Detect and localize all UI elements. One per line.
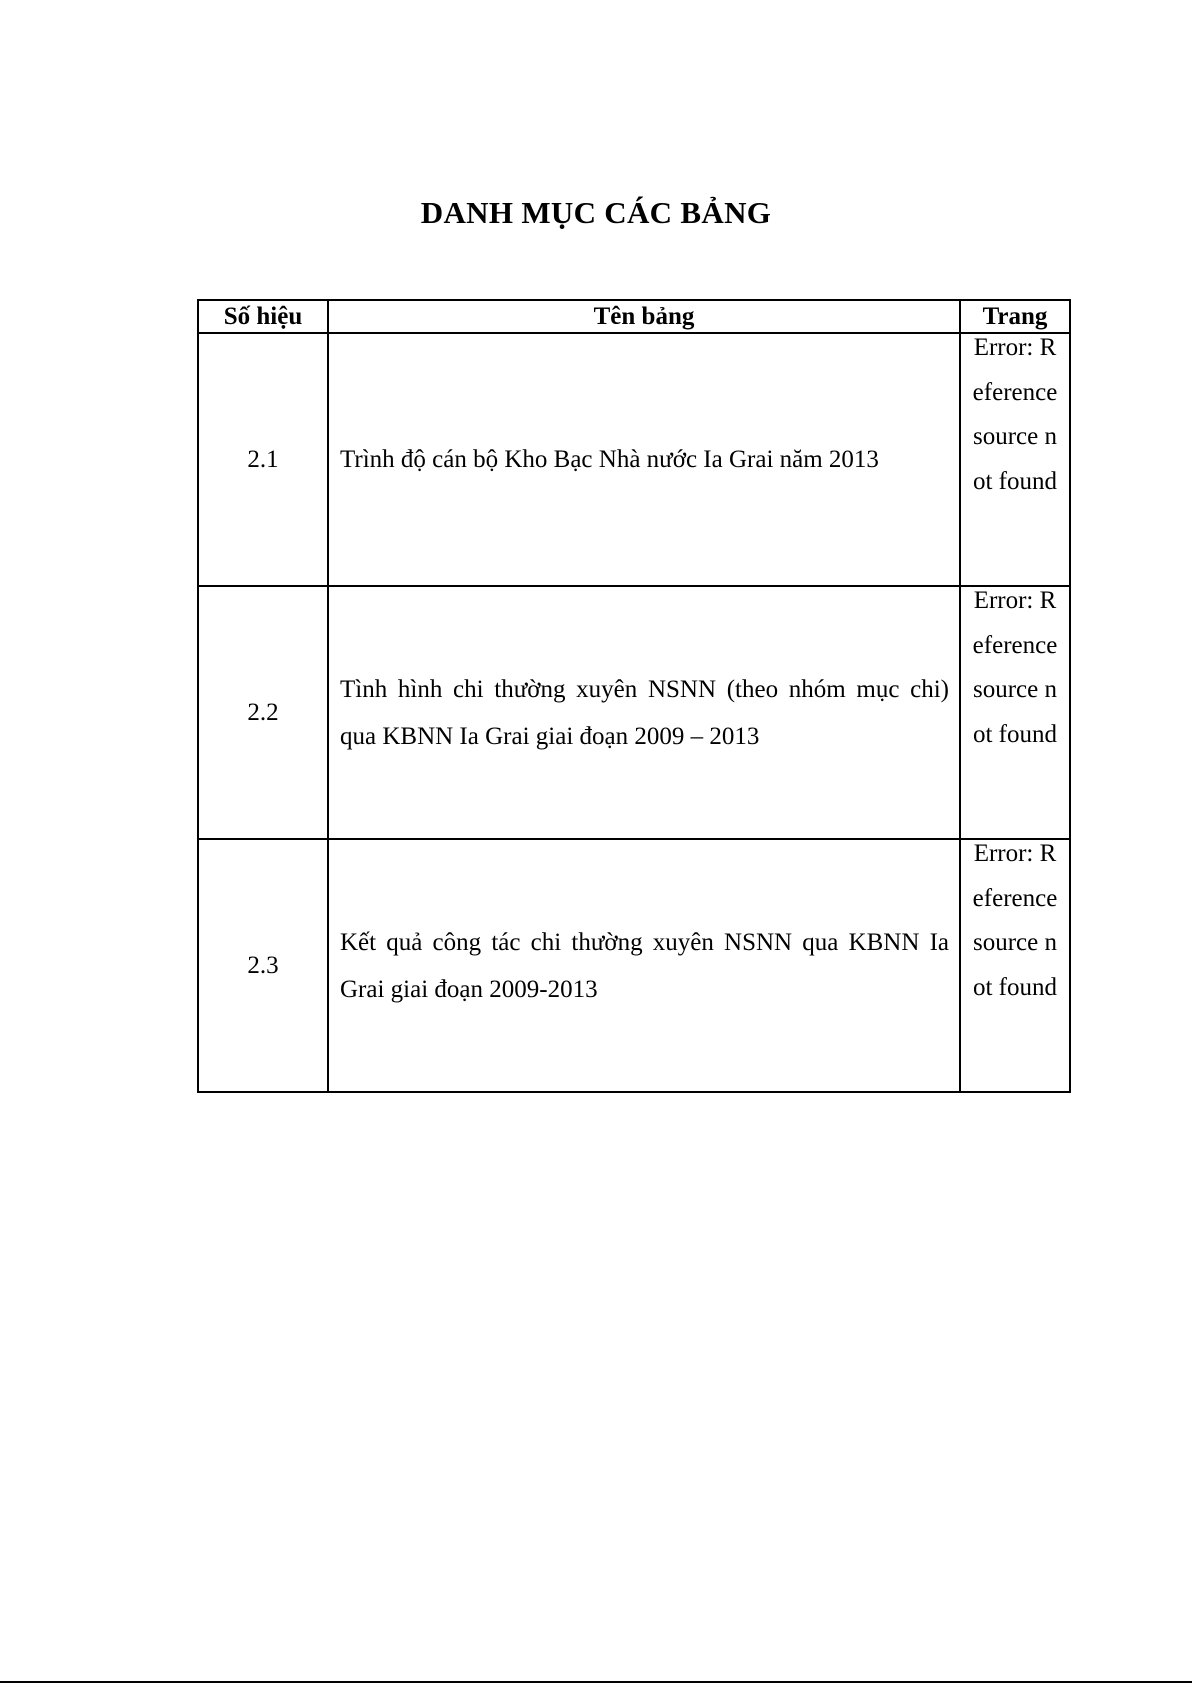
- row-table-name: Tình hình chi thường xuyên NSNN (theo nhóm mục chi) qua KBNN Ia Grai giai đoạn 2009 – 2013: [328, 586, 960, 839]
- table-row: [198, 333, 1070, 586]
- row-page-reference: [960, 333, 1070, 586]
- header-name: Tên bảng: [328, 300, 960, 333]
- table-row: [198, 586, 1070, 839]
- header-page: Trang: [960, 300, 1070, 333]
- header-number: Số hiệu: [198, 300, 328, 333]
- page-title: DANH MỤC CÁC BẢNG: [420, 195, 772, 230]
- page-bottom-rule: [0, 1681, 1192, 1683]
- row-page-reference: [960, 839, 1070, 1092]
- table-header-row: [198, 300, 1070, 333]
- table-row: [198, 839, 1070, 1092]
- row-number: 2.1: [198, 333, 328, 586]
- table-list: [197, 299, 1071, 1093]
- reference-error-text: Error: Reference source not found: [972, 587, 1058, 748]
- reference-error-text: Error: Reference source not found: [972, 334, 1058, 495]
- row-number: 2.3: [198, 839, 328, 1092]
- row-page-reference: [960, 586, 1070, 839]
- row-table-name: Kết quả công tác chi thường xuyên NSNN qua KBNN Ia Grai giai đoạn 2009-2013: [328, 839, 960, 1092]
- reference-error-text: Error: Reference source not found: [972, 840, 1058, 1001]
- row-table-name: Trình độ cán bộ Kho Bạc Nhà nước Ia Grai năm 2013: [328, 333, 960, 586]
- row-number: 2.2: [198, 586, 328, 839]
